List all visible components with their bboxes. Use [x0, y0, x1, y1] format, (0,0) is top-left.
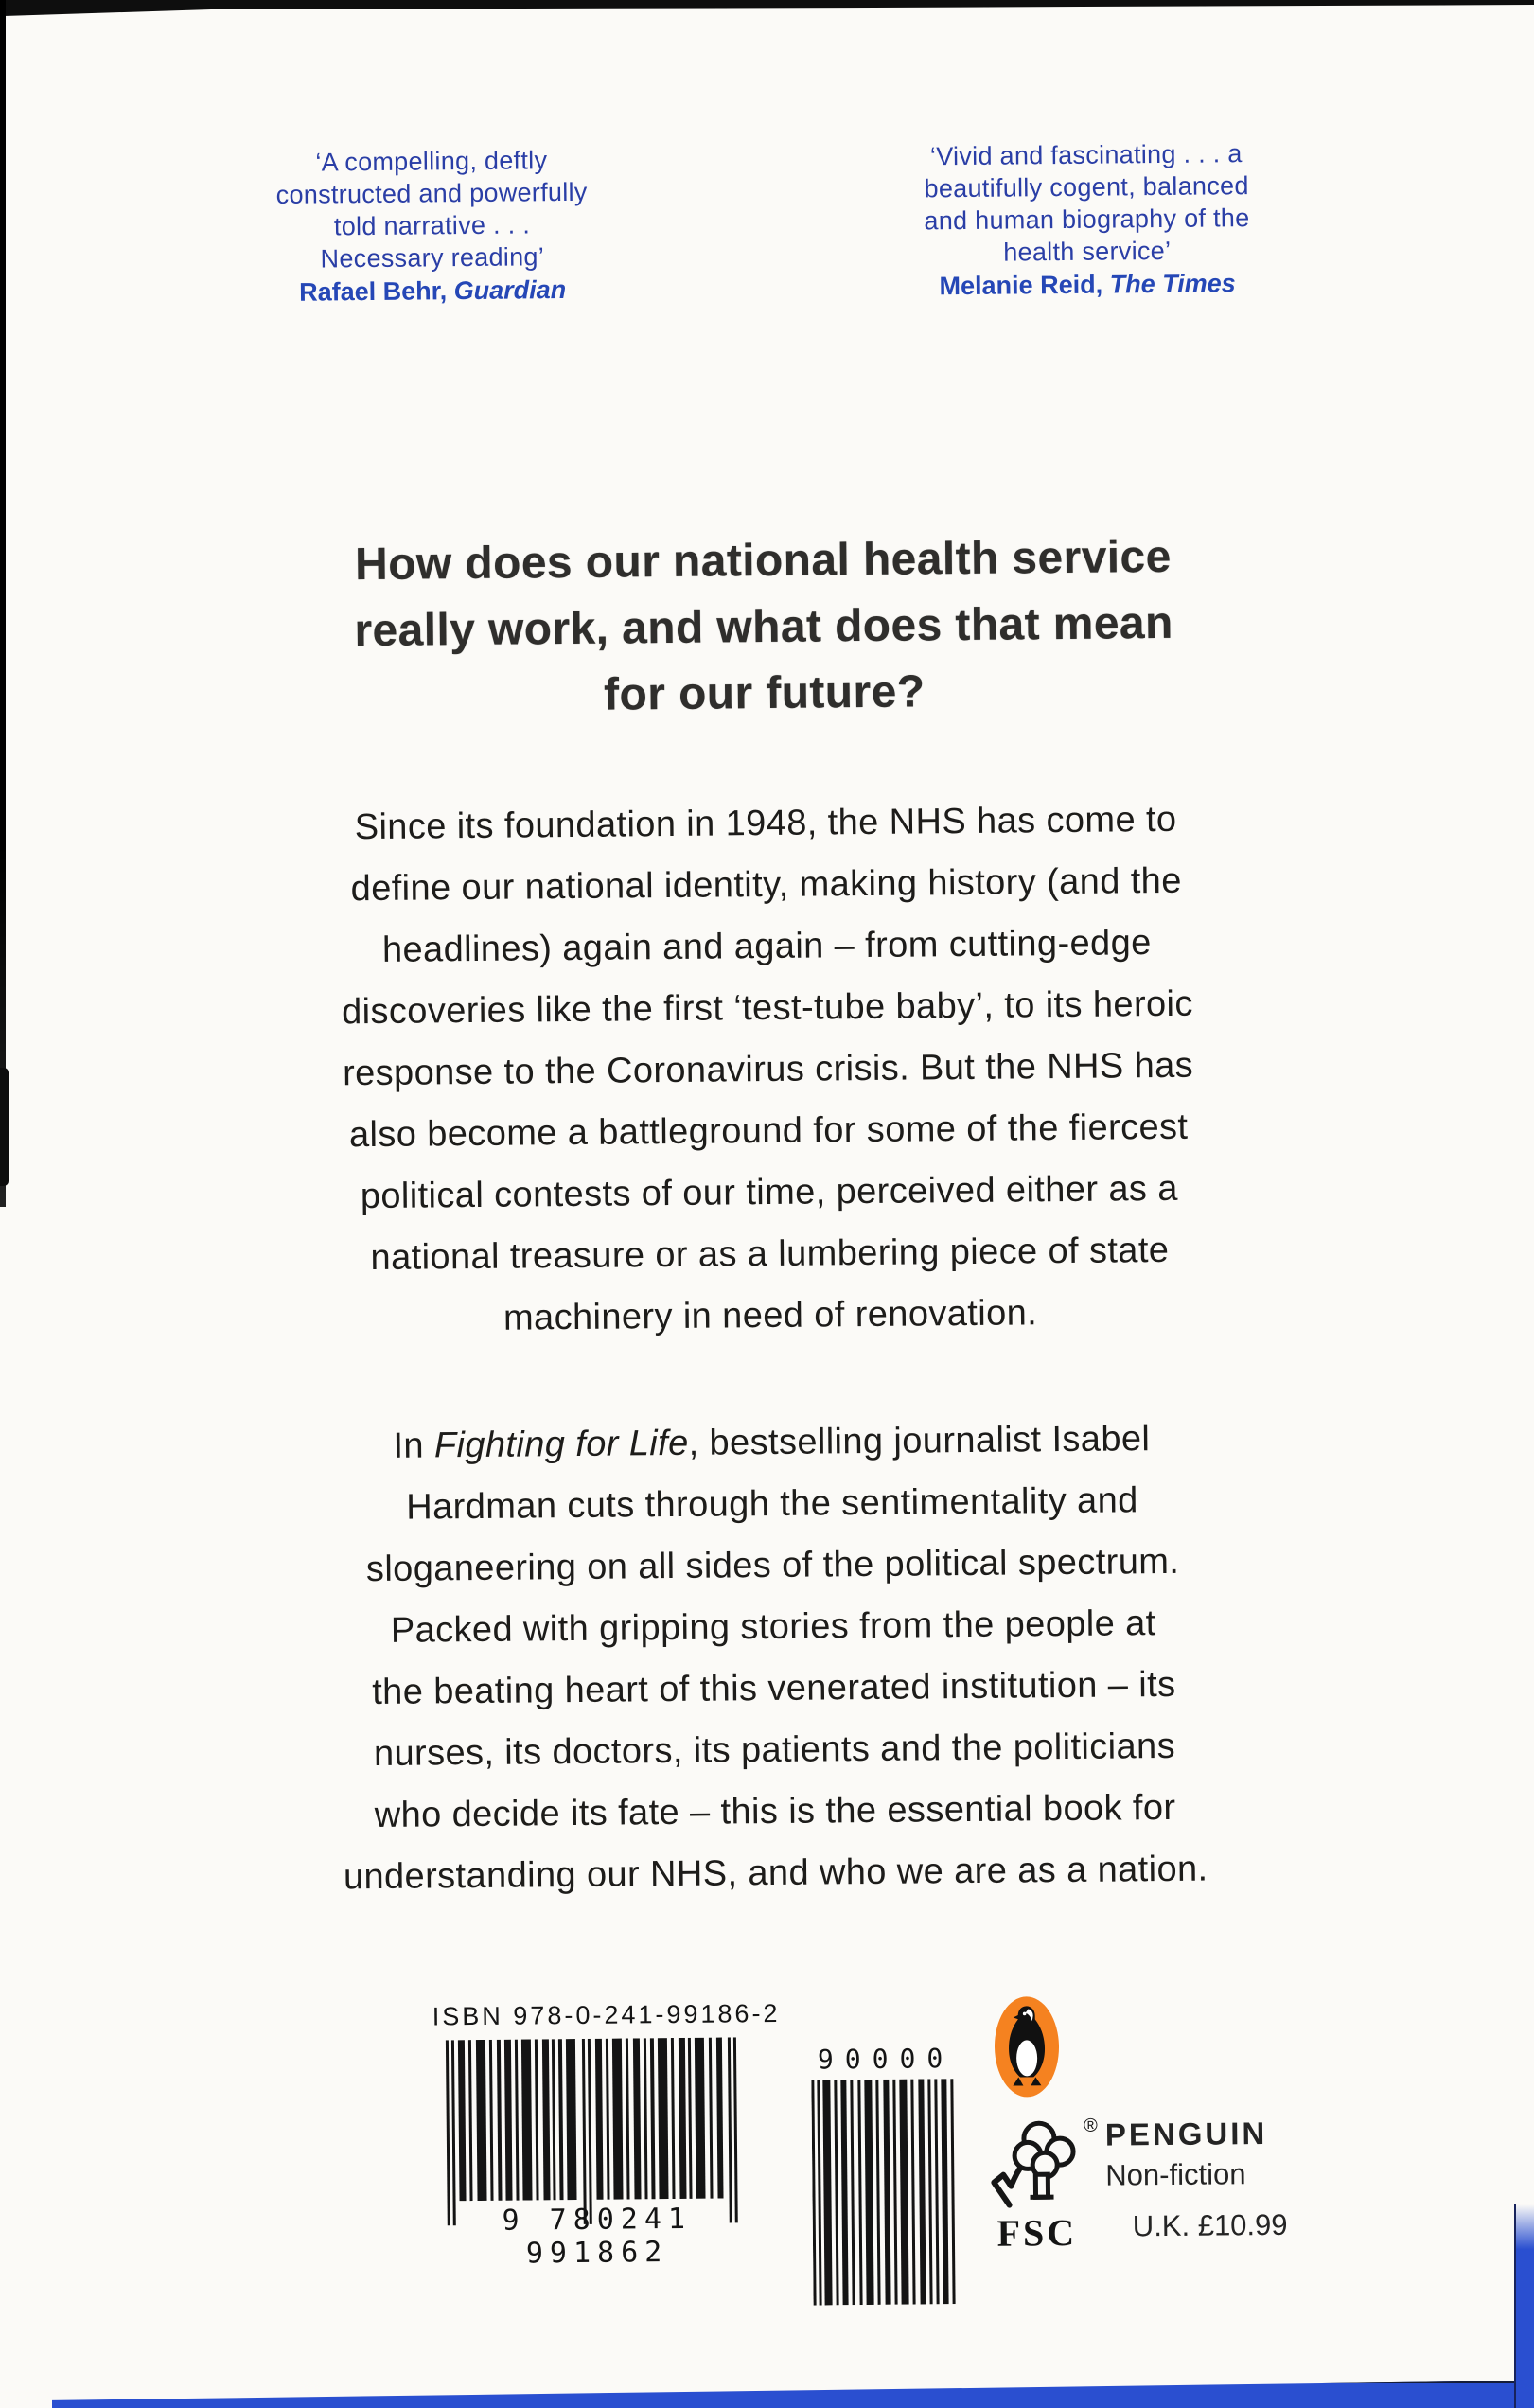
reviewer-name: Melanie Reid,	[939, 270, 1110, 301]
registered-trademark-symbol: ®	[1083, 2115, 1098, 2136]
blurb-text: , bestselling journalist Isabel Hardman cuts through the sentimentality and sloganeering on all sides of the political spectrum. Packed with gripping stories from the people at the beating heart of this venerated institution – its nurses, its doctors, its patients and the politicians who decide its fate – this is the essential book for understanding our NHS, and who we are as a nation.	[343, 1419, 1208, 1898]
blurb-text: In	[393, 1425, 435, 1466]
blurb-paragraph-2	[95, 1406, 1454, 1911]
publisher-name: PENGUIN	[1104, 2115, 1268, 2152]
isbn-number: ISBN 978-0-241-99186-2	[432, 1998, 781, 2031]
isbn-barcode-icon	[444, 2037, 749, 2229]
tagline-heading: How does our national health service really work, and what does that mean for our future?	[354, 531, 1173, 720]
quote-text: ‘Vivid and fascinating . . . a beautifully cogent, balanced and human biography of the health service’	[924, 139, 1250, 267]
quote-text: ‘A compelling, deftly constructed and powerfully told narrative . . . Necessary reading’	[275, 146, 588, 274]
penguin-logo	[992, 1994, 1061, 2099]
reviewer-name: Rafael Behr,	[298, 276, 454, 307]
blurb-paragraph-1: Since its foundation in 1948, the NHS has come to define our national identity, making history (and the headlines) again and again – from cutting-edge discoveries like the first ‘test-tube baby’, to its heroic response to the Coronavirus crisis. But the NHS has also become a battleground for some of the fiercest political contests of our time, perceived either as a national treasure or as a lumbering piece of state machinery in need of renovation.	[341, 799, 1194, 1338]
review-quote-guardian	[104, 142, 761, 311]
quote-attribution	[760, 264, 1415, 305]
review-source: The Times	[1109, 269, 1236, 299]
review-quote-the-times	[759, 135, 1416, 305]
quote-attribution	[105, 271, 760, 311]
book-title-reference: Fighting for Life	[433, 1423, 689, 1466]
penguin-icon	[992, 1994, 1061, 2099]
isbn-barcode-digits: 9 780241 991862	[502, 2202, 693, 2271]
fsc-tree-icon	[980, 2114, 1093, 2213]
fsc-certification	[961, 2114, 1112, 2257]
price-barcode-icon	[811, 2079, 957, 2305]
price-label: U.K. £10.99	[1132, 2207, 1288, 2243]
fsc-label: FSC	[996, 2210, 1078, 2255]
price-code-digits: 90000	[817, 2043, 955, 2076]
book-category: Non-fiction	[1105, 2157, 1246, 2192]
review-quotes	[104, 135, 1416, 310]
review-source: Guardian	[453, 275, 567, 306]
